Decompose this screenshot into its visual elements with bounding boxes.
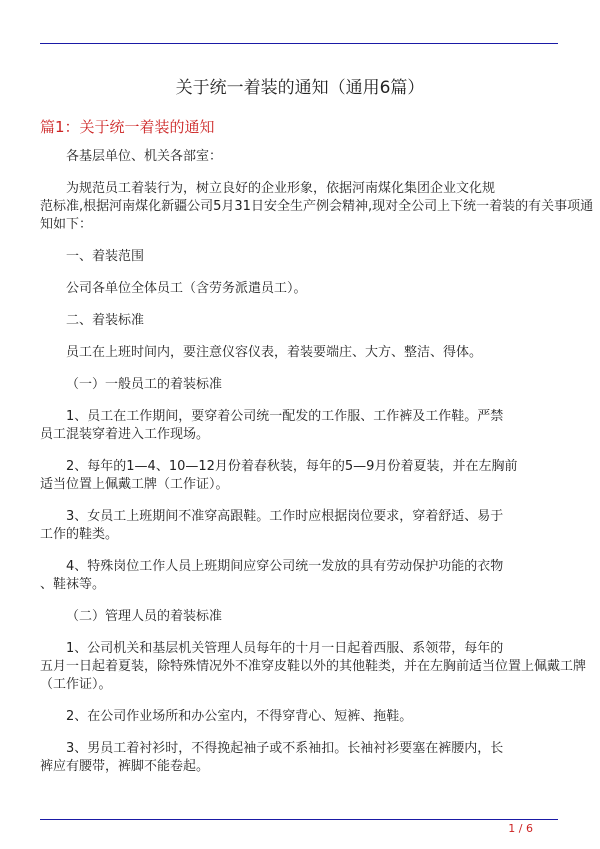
paragraph (40, 708, 560, 726)
paragraph-line: 范标准,根据河南煤化新疆公司5月31日安全生产例会精神,现对全公司上下统一着装的有关事项通 (40, 199, 594, 214)
paragraph (40, 640, 587, 694)
paragraph (40, 280, 560, 298)
paragraph-line: 二、着装标准 (66, 313, 145, 328)
paragraph-line: 2、在公司作业场所和办公室内，不得穿背心、短裤、拖鞋。 (66, 709, 413, 724)
paragraph-line: 工作的鞋类。 (40, 527, 119, 542)
paragraph (40, 148, 560, 166)
paragraph-line: （二）管理人员的着装标准 (66, 609, 223, 624)
paragraph-line: （一）一般员工的着装标准 (66, 377, 223, 392)
paragraph (40, 344, 560, 362)
paragraph (40, 508, 560, 544)
paragraph-line: 裤应有腰带，裤脚不能卷起。 (40, 759, 210, 774)
paragraph-line: 员工混装穿着进入工作现场。 (40, 427, 210, 442)
paragraph-line: 知如下： (40, 217, 93, 232)
document-title: 关于统一着装的通知（通用6篇） (175, 78, 425, 98)
paragraph-line: 各基层单位、机关各部室： (66, 149, 223, 164)
paragraph-line: 3、女员工上班期间不准穿高跟鞋。工作时应根据岗位要求，穿着舒适、易于 (66, 509, 504, 524)
paragraph-line: 1、公司机关和基层机关管理人员每年的十月一日起着西服、系领带，每年的 (66, 641, 504, 656)
paragraph-line: 适当位置上佩戴工牌（工作证）。 (40, 477, 229, 492)
paragraph-line: 为规范员工着装行为，树立良好的企业形象，依据河南煤化集团企业文化规 (66, 181, 496, 196)
paragraph (40, 558, 560, 594)
paragraph-line: 3、男员工着衬衫时，不得挽起袖子或不系袖扣。长袖衬衫要塞在裤腰内，长 (66, 741, 504, 756)
paragraph (40, 312, 560, 330)
paragraph-line: （工作证）。 (40, 677, 112, 692)
paragraph-line: 一、着装范围 (66, 249, 145, 264)
paragraph (40, 458, 560, 494)
paragraph (40, 608, 560, 626)
paragraph-line: 1、员工在工作期间，要穿着公司统一配发的工作服、工作裤及工作鞋。严禁 (66, 409, 504, 424)
paragraph (40, 740, 560, 776)
paragraph-line: 员工在上班时间内，要注意仪容仪表，着装要端庄、大方、整洁、得体。 (66, 345, 483, 360)
section-heading: 篇1：关于统一着装的通知 (40, 118, 215, 136)
paragraph (40, 376, 560, 394)
paragraph (40, 408, 560, 444)
footer-rule (40, 819, 558, 820)
document-body (40, 148, 594, 790)
paragraph-line: 公司各单位全体员工（含劳务派遣员工）。 (66, 281, 307, 296)
header-rule (40, 43, 558, 44)
paragraph-line: 、鞋袜等。 (40, 577, 106, 592)
paragraph-line: 4、特殊岗位工作人员上班期间应穿公司统一发放的具有劳动保护功能的衣物 (66, 559, 504, 574)
paragraph-line: 五月一日起着夏装，除特殊情况外不准穿皮鞋以外的其他鞋类，并在左胸前适当位置上佩戴工牌 (40, 659, 587, 674)
paragraph-line: 2、每年的1—4、10—12月份着春秋装，每年的5—9月份着夏装，并在左胸前 (66, 459, 518, 474)
page-number: 1 / 6 (508, 822, 533, 835)
paragraph (40, 180, 594, 234)
paragraph (40, 248, 560, 266)
